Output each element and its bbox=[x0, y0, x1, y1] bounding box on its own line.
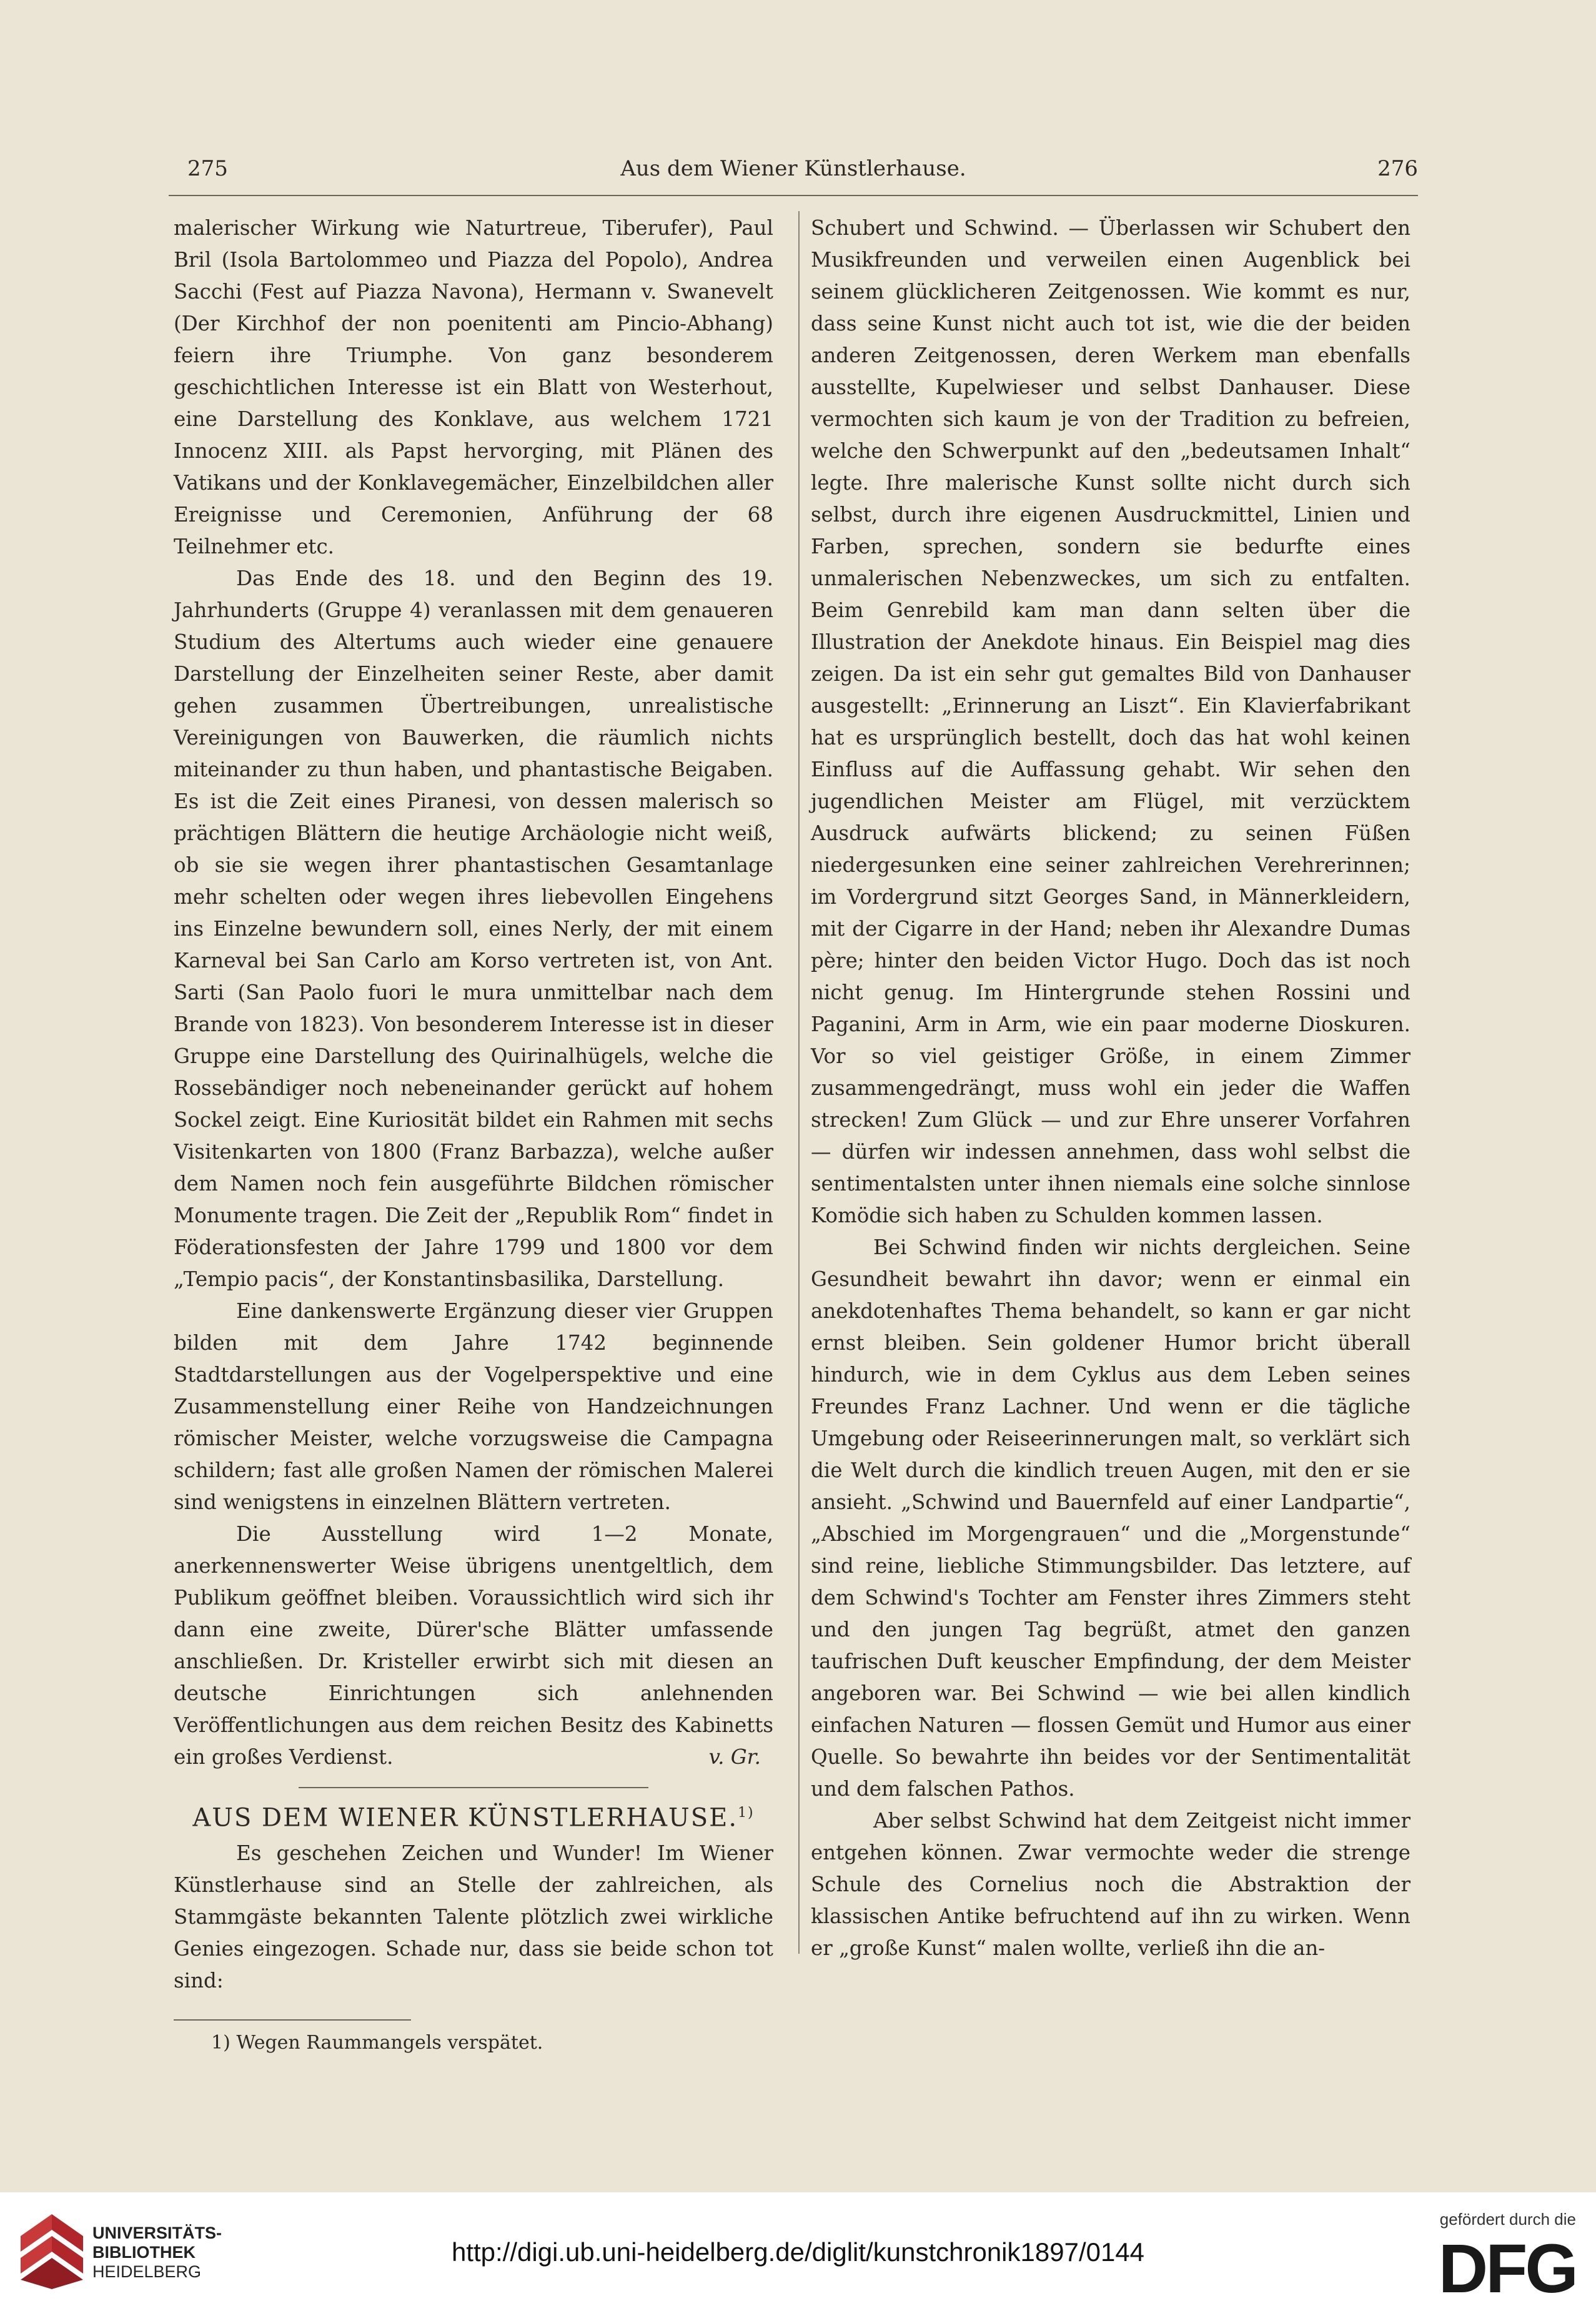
paragraph: Schubert und Schwind. — Überlassen wir Schubert den Musikfreunden und verweilen einen Augenblick bei seinem glücklicheren Zeitgenossen. Wie kommt es nur, dass seine Kunst nicht auch tot ist, wie die der beiden anderen Zeitgenossen, deren Werkem man ebenfalls ausstellte, Kupelwieser und selbst Danhauser. Diese vermochten sich kaum je von der Tradition zu befreien, welche den Schwerpunkt auf den „bedeutsamen Inhalt“ legte. Ihre malerische Kunst sollte nicht durch sich selbst, durch ihre eigenen Ausdruckmittel, Linien und Farben, sprechen, sondern sie bedurfte eines unmalerischen Nebenzweckes, um sich zu entfalten. Beim Genrebild kam man dann selten über die Illustration der Anekdote hinaus. Ein Beispiel mag dies zeigen. Da ist ein sehr gut gemaltes Bild von Danhauser ausgestellt: „Erinnerung an Liszt“. Ein Klavierfabrikant hat es ursprünglich bestellt, doch das hat wohl keinen Einfluss auf die Auffassung gehabt. Wir sehen den jugendlichen Meister am Flügel, mit verzücktem Ausdruck aufwärts blickend; zu seinen Füßen niedergesunken eine seiner zahlreichen Verehrerinnen; im Vordergrund sitzt Georges Sand, in Männerkleidern, mit der Cigarre in der Hand; neben ihr Alexandre Dumas père; hinter den beiden Victor Hugo. Doch das ist noch nicht genug. Im Hintergrunde stehen Rossini und Paganini, Arm in Arm, wie ein paar moderne Dioskuren. Vor so viel geistiger Größe, in einem Zimmer zusammengedrängt, muss wohl ein jeder die Waffen strecken! Zum Glück — und zur Ehre unserer Vorfahren — dürfen wir indessen annehmen, dass wohl selbst die sentimentalsten unter ihnen niemals eine solche sinnlose Komödie sich haben zu Schulden kommen lassen. bbox=[811, 216, 1410, 1227]
left-column bbox=[174, 212, 773, 2059]
paragraph: Eine dankenswerte Ergänzung dieser vier Gruppen bilden mit dem Jahre 1742 beginnende Stadtdarstellungen aus der Vogelperspektive und eine Zusammenstellung einer Reihe von Handzeichnungen römischer Meister, welche vorzugsweise die Campagna schildern; fast alle großen Namen der römischen Malerei sind wenigstens in einzelnen Blättern vertreten. bbox=[174, 1299, 773, 1514]
author-signature: v. Gr. bbox=[708, 1745, 761, 1769]
paragraph: Das Ende des 18. und den Beginn des 19. Jahrhunderts (Gruppe 4) veranlassen mit dem genaueren Studium des Altertums auch wieder eine genauere Darstellung der Einzelheiten seiner Reste, aber damit gehen zusammen Übertreibungen, unrealistische Vereinigungen von Bauwerken, die räumlich nichts miteinander zu thun haben, und phantastische Beigaben. Es ist die Zeit eines Piranesi, von dessen malerisch so prächtigen Blättern die heutige Archäologie nicht weiß, ob sie sie wegen ihrer phantastischen Gesamtanlage mehr schelten oder wegen ihres liebevollen Eingehens ins Einzelne bewundern soll, eines Nerly, der mit einem Karneval bei San Carlo am Korso vertreten ist, von Ant. Sarti (San Paolo fuori le mura unmittelbar nach dem Brande von 1823). Von besonderem Interesse ist in dieser Gruppe eine Darstellung des Quirinalhügels, welche die Rossebändiger noch nebeneinander gerückt auf hohem Sockel zeigt. Eine Kuriosität bildet ein Rahmen mit sechs Visitenkarten von 1800 (Franz Barbazza), welche außer dem Namen noch fein ausgeführte Bildchen römischer Monumente tragen. Die Zeit der „Republik Rom“ findet in Föderationsfesten der Jahre 1799 und 1800 vor dem „Tempio pacis“, der Konstantinsbasilika, Darstellung. bbox=[174, 567, 773, 1291]
section-title-text: AUS DEM WIENER KÜNSTLERHAUSE. bbox=[192, 1803, 738, 1833]
paragraph-text: Die Ausstellung wird 1—2 Monate, anerkennenswerter Weise übrigens unentgeltlich, dem Publikum geöffnet bleiben. Voraussichtlich wird sich ihr dann eine zweite, Dürer'sche Blätter umfassende anschließen. Dr. Kristeller erwirbt sich mit diesen an deutsche Einrichtungen sich anlehnenden Veröffentlichungen aus dem reichen Besitz des Kabinetts ein großes Verdienst. bbox=[174, 1522, 773, 1769]
running-header bbox=[169, 156, 1418, 194]
section-separator bbox=[299, 1787, 648, 1788]
header-rule bbox=[169, 195, 1418, 196]
library-line: HEIDELBERG bbox=[92, 2262, 202, 2281]
viewer-footer bbox=[0, 2192, 1596, 2311]
section-title bbox=[174, 1797, 773, 1834]
library-line: BIBLIOTHEK bbox=[92, 2243, 196, 2262]
right-column bbox=[811, 212, 1410, 1964]
permalink[interactable]: http://digi.ub.uni-heidelberg.de/diglit/kunstchronik1897/0144 bbox=[451, 2237, 1145, 2267]
paragraph bbox=[174, 1518, 773, 1773]
dfg-logo: DFG bbox=[1438, 2230, 1576, 2307]
page-number-right: 276 bbox=[1377, 156, 1418, 181]
funding-caption: gefördert durch die bbox=[1439, 2210, 1576, 2229]
paragraph: Bei Schwind finden wir nichts dergleichen. Seine Gesundheit bewahrt ihn davor; wenn er einmal ein anekdotenhaftes Thema behandelt, so kann er gar nicht ernst bleiben. Sein goldener Humor bricht überall hindurch, wie in dem Cyklus aus dem Leben seines Freundes Franz Lachner. Und wenn er die tägliche Umgebung oder Reiseerinnerungen malt, so verklärt sich die Welt durch die kindlich treuen Augen, mit den er sie ansieht. „Schwind und Bauernfeld auf einer Landpartie“, „Abschied im Morgengrauen“ und die „Morgenstunde“ sind reine, liebliche Stimmungsbilder. Das letztere, auf dem Schwind's Tochter am Fenster ihres Zimmers steht und den jungen Tag begrüßt, atmet den ganzen taufrischen Duft keuscher Empfindung, der dem Meister angeboren war. Bei Schwind — wie bei allen kindlich einfachen Naturen — flossen Gemüt und Humor aus einer Quelle. So bewahrte ihn beides vor der Sentimentalität und dem falschen Pathos. bbox=[811, 1235, 1410, 1801]
footnote-mark: 1) bbox=[738, 1805, 755, 1821]
paragraph: Aber selbst Schwind hat dem Zeitgeist nicht immer entgehen können. Zwar vermochte weder die strenge Schule des Cornelius noch die Abstraktion der klassischen Antike befruchtend auf ihn zu wirken. Wenn er „große Kunst“ malen wollte, verließ ihn die an- bbox=[811, 1809, 1410, 1960]
paragraph: Es geschehen Zeichen und Wunder! Im Wiener Künstlerhause sind an Stelle der zahlreichen, als Stammgäste bekannten Talente plötzlich zwei wirkliche Genies eingezogen. Schade nur, dass sie beide schon tot sind: bbox=[174, 1841, 773, 1993]
page-number-left: 275 bbox=[187, 156, 228, 181]
library-line: UNIVERSITÄTS- bbox=[92, 2224, 222, 2242]
running-title: Aus dem Wiener Künstlerhause. bbox=[620, 156, 966, 181]
footnote-rule bbox=[174, 2019, 411, 2021]
footnote: 1) Wegen Raummangels verspätet. bbox=[211, 2032, 543, 2054]
column-rule bbox=[798, 211, 800, 1954]
paragraph: malerischer Wirkung wie Naturtreue, Tiberufer), Paul Bril (Isola Bartolommeo und Piazza del Popolo), Andrea Sacchi (Fest auf Piazza Navona), Hermann v. Swanevelt (Der Kirchhof der non poenitenti am Pincio-Abhang) feiern ihre Triumphe. Von ganz besonderem geschichtlichen Interesse ist ein Blatt von Westerhout, eine Darstellung des Konklave, aus welchem 1721 Innocenz XIII. als Papst hervorging, mit Plänen des Vatikans und der Konklavegemächer, Einzelbildchen aller Ereignisse und Ceremonien, Anführung der 68 Teilnehmer etc. bbox=[174, 216, 773, 558]
